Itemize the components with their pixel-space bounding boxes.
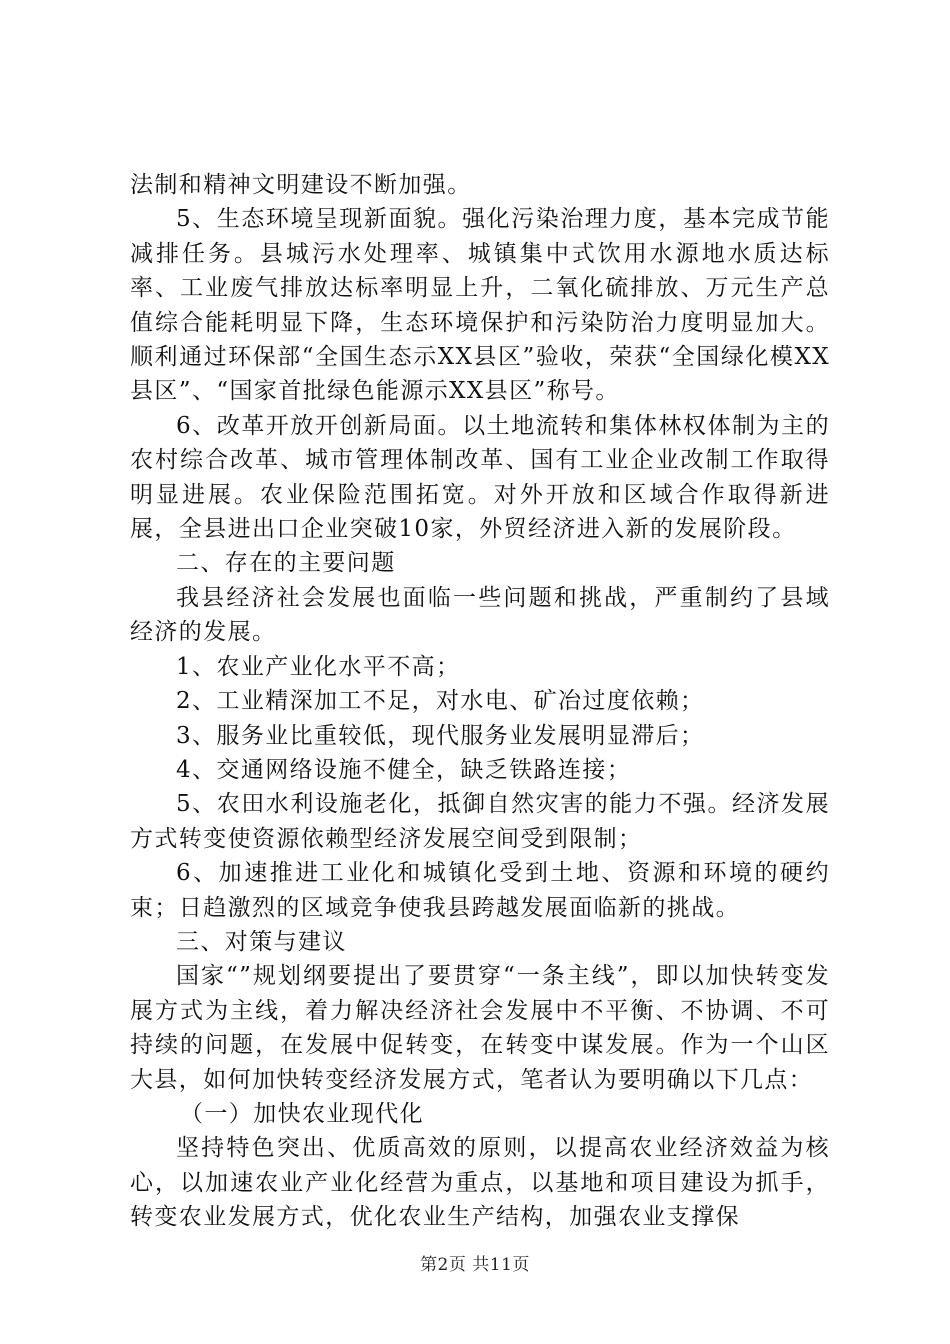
paragraph-reform: 6、改革开放开创新局面。以土地流转和集体林权体制为主的农村综合改革、城市管理体制改革、国有工业企业改制工作取得明显进展。农业保险范围拓宽。对外开放和区域合作取得新进展，全县进出口企业突破10家，外贸经济进入新的发展阶段。 [130,412,830,543]
list-item-problem-6: 6、加速推进工业化和城镇化受到土地、资源和环境的硬约束；日趋激烈的区域竞争使我县跨越发展面临新的挑战。 [130,860,830,921]
list-item-problem-2: 2、工业精深加工不足，对水电、矿冶过度依赖； [176,688,705,715]
list-item-problem-3: 3、服务业比重较低，现代服务业发展明显滞后； [176,722,705,749]
list-item-problem-5: 5、农田水利设施老化，抵御自然灾害的能力不强。经济发展方式转变使资源依赖型经济发展空间受到限制； [130,791,830,852]
list-item-problem-4: 4、交通网络设施不健全，缺乏铁路连接； [176,756,632,783]
paragraph-continuation: 法制和精神文明建设不断加强。 [130,172,472,198]
list-item-problem-1: 1、农业产业化水平不高； [176,653,461,680]
paragraph-problems-intro: 我县经济社会发展也面临一些问题和挑战，严重制约了县域经济的发展。 [130,584,830,646]
section-heading-suggestions: 三、对策与建议 [176,928,347,955]
subheading-agriculture: （一）加快农业现代化 [180,1100,424,1127]
paragraph-ecology: 5、生态环境呈现新面貌。强化污染治理力度，基本完成节能减排任务。县城污水处理率、城镇集中式饮用水源地水质达标率、工业废气排放达标率明显上升，二氧化硫排放、万元生产总值综合能耗明显下降，生态环境保护和污染防治力度明显加大。顺利通过环保部“全国生态示XX县区”验收，荣获“全国绿化模XX县区”、“国家首批绿色能源示XX县区”称号。 [130,206,830,405]
page-footer: 第2页 共11页 [420,1255,530,1275]
paragraph-suggestions-intro: 国家“”规划纲要提出了要贯穿“一条主线”，即以加快转变发展方式为主线，着力解决经济社会发展中不平衡、不协调、不可持续的问题，在发展中促转变，在转变中谋发展。作为一个山区大县，如何加快转变经济发展方式，笔者认为要明确以下几点： [130,963,830,1093]
document-body [130,168,830,1235]
section-heading-problems: 二、存在的主要问题 [176,550,396,577]
paragraph-agriculture: 坚持特色突出、优质高效的原则，以提高农业经济效益为核心，以加速农业产业化经营为重点，以基地和项目建设为抓手，转变农业发展方式，优化农业生产结构，加强农业支撑保 [130,1135,830,1231]
